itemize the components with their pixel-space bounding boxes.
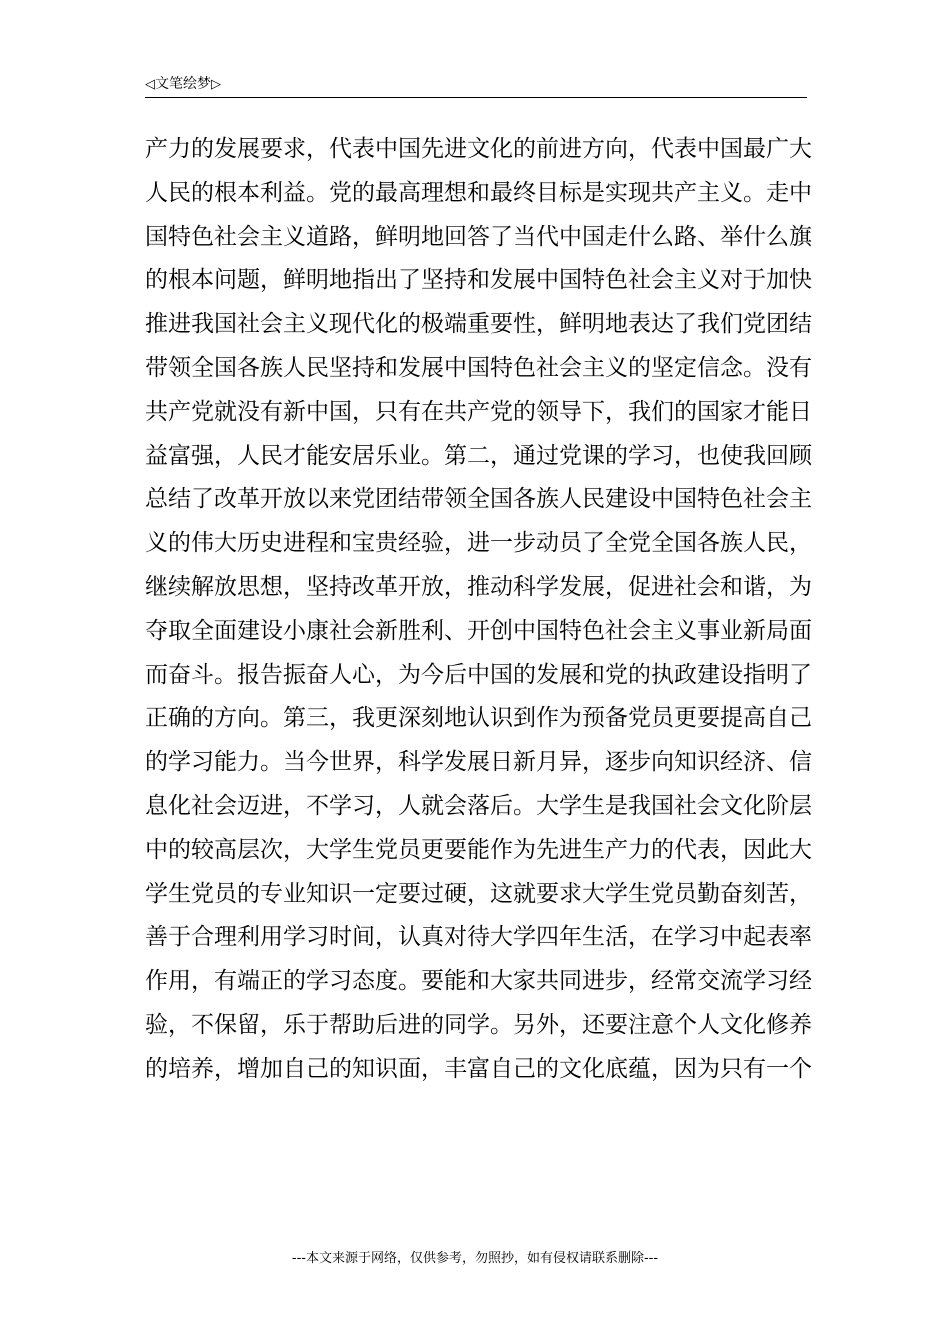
body-line: 夺取全面建设小康社会新胜利、开创中国特色社会主义事业新局面 [145,617,812,644]
body-line: 善于合理利用学习时间，认真对待大学四年生活，在学习中起表率 [145,924,812,951]
body-line: 的学习能力。当今世界，科学发展日新月异，逐步向知识经济、信 [145,749,812,776]
body-line: 验，不保留，乐于帮助后进的同学。另外，还要注意个人文化修养 [145,1011,812,1038]
body-line: 推进我国社会主义现代化的极端重要性，鲜明地表达了我们党团结 [145,311,812,338]
body-line: 继续解放思想，坚持改革开放，推动科学发展，促进社会和谐，为 [145,573,812,600]
body-line: 中的较高层次，大学生党员更要能作为先进生产力的代表，因此大 [145,836,812,863]
body-line: 学生党员的专业知识一定要过硬，这就要求大学生党员勤奋刻苦， [145,880,812,907]
header-title: 文笔绘梦 [155,76,211,92]
body-line: 作用，有端正的学习态度。要能和大家共同进步，经常交流学习经 [145,968,812,995]
body-line: 共产党就没有新中国，只有在共产党的领导下，我们的国家才能日 [145,398,812,425]
body-line: 带领全国各族人民坚持和发展中国特色社会主义的坚定信念。没有 [145,354,812,381]
page-header [145,74,807,98]
body-line: 国特色社会主义道路，鲜明地回答了当代中国走什么路、举什么旗 [145,223,812,250]
body-line: 益富强，人民才能安居乐业。第二，通过党课的学习，也使我回顾 [145,442,812,469]
body-line: 义的伟大历史进程和宝贵经验，进一步动员了全党全国各族人民， [145,530,812,557]
document-body [145,128,812,1092]
body-line: 的根本问题，鲜明地指出了坚持和发展中国特色社会主义对于加快 [145,267,812,294]
body-line: 人民的根本利益。党的最高理想和最终目标是实现共产主义。走中 [145,179,812,206]
header-divider [145,97,807,98]
body-line: 正确的方向。第三，我更深刻地认识到作为预备党员更要提高自己 [145,705,812,732]
body-line: 而奋斗。报告振奋人心，为今后中国的发展和党的执政建设指明了 [145,661,812,688]
left-triangle-icon: ◁ [145,77,155,92]
right-triangle-icon: ▷ [211,77,221,92]
body-line: 息化社会迈进，不学习，人就会落后。大学生是我国社会文化阶层 [145,792,812,819]
body-line: 的培养，增加自己的知识面，丰富自己的文化底蕴，因为只有一个 [145,1055,812,1082]
body-line: 总结了改革开放以来党团结带领全国各族人民建设中国特色社会主 [145,486,812,513]
body-line: 产力的发展要求，代表中国先进文化的前进方向，代表中国最广大 [145,136,812,162]
page-footer: ---本文来源于网络，仅供参考，勿照抄，如有侵权请联系删除--- [291,1251,659,1266]
